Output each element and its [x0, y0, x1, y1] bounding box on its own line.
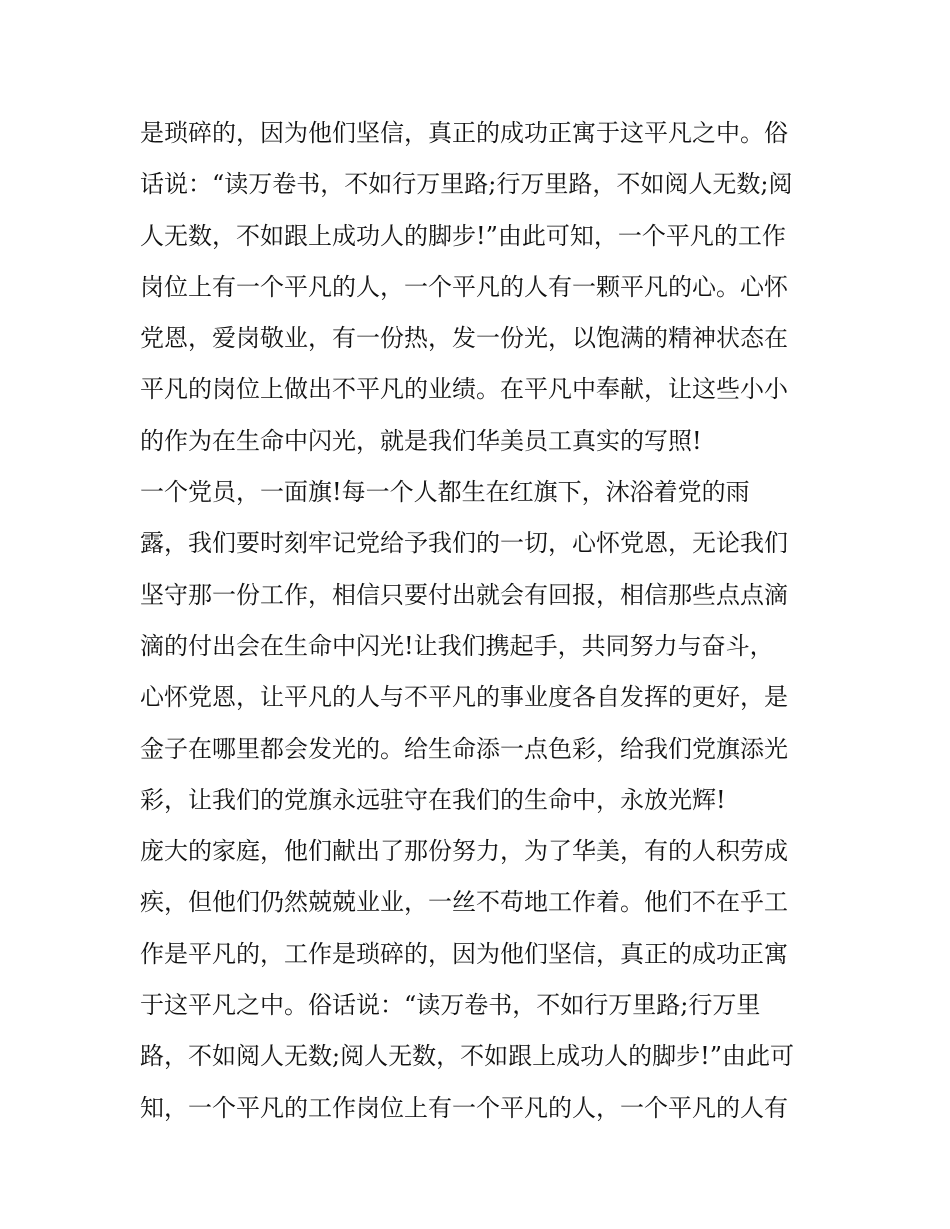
text-line: 作是平凡的，工作是琐碎的，因为他们坚信，真正的成功正寓 — [140, 939, 788, 968]
text-line: 党恩，爱岗敬业，有一份热，发一份光，以饱满的精神状态在 — [140, 324, 788, 353]
text-line: 心怀党恩，让平凡的人与不平凡的事业度各自发挥的更好，是 — [140, 683, 788, 712]
text-line: 疾，但他们仍然兢兢业业，一丝不苟地工作着。他们不在乎工 — [140, 888, 788, 917]
text-line: 路，不如阅人无数;阅人无数，不如跟上成功人的脚步!”由此可 — [140, 1042, 794, 1071]
text-line: 人无数，不如跟上成功人的脚步!”由此可知，一个平凡的工作 — [140, 221, 786, 250]
body-text — [140, 108, 830, 1134]
text-line: 话说：“读万卷书，不如行万里路;行万里路，不如阅人无数;阅 — [140, 170, 793, 199]
text-line: 知，一个平凡的工作岗位上有一个平凡的人，一个平凡的人有 — [140, 1093, 788, 1122]
text-line: 平凡的岗位上做出不平凡的业绩。在平凡中奉献，让这些小小 — [140, 375, 788, 404]
text-line: 露，我们要时刻牢记党给予我们的一切，心怀党恩，无论我们 — [140, 529, 788, 558]
text-line: 于这平凡之中。俗话说：“读万卷书，不如行万里路;行万里 — [140, 991, 761, 1020]
text-line: 岗位上有一个平凡的人，一个平凡的人有一颗平凡的心。心怀 — [140, 272, 788, 301]
text-line: 的作为在生命中闪光，就是我们华美员工真实的写照! — [140, 426, 702, 455]
text-line: 一个党员，一面旗!每一个人都生在红旗下，沐浴着党的雨 — [140, 478, 750, 507]
text-line: 滴的付出会在生命中闪光!让我们携起手，共同努力与奋斗， — [140, 631, 774, 660]
text-line: 庞大的家庭，他们献出了那份努力，为了华美，有的人积劳成 — [140, 837, 788, 866]
text-line: 是琐碎的，因为他们坚信，真正的成功正寓于这平凡之中。俗 — [140, 119, 788, 147]
text-line: 彩，让我们的党旗永远驻守在我们的生命中，永放光辉! — [140, 785, 726, 814]
text-line: 金子在哪里都会发光的。给生命添一点色彩，给我们党旗添光 — [140, 734, 788, 763]
text-line: 坚守那一份工作，相信只要付出就会有回报，相信那些点点滴 — [140, 580, 788, 609]
